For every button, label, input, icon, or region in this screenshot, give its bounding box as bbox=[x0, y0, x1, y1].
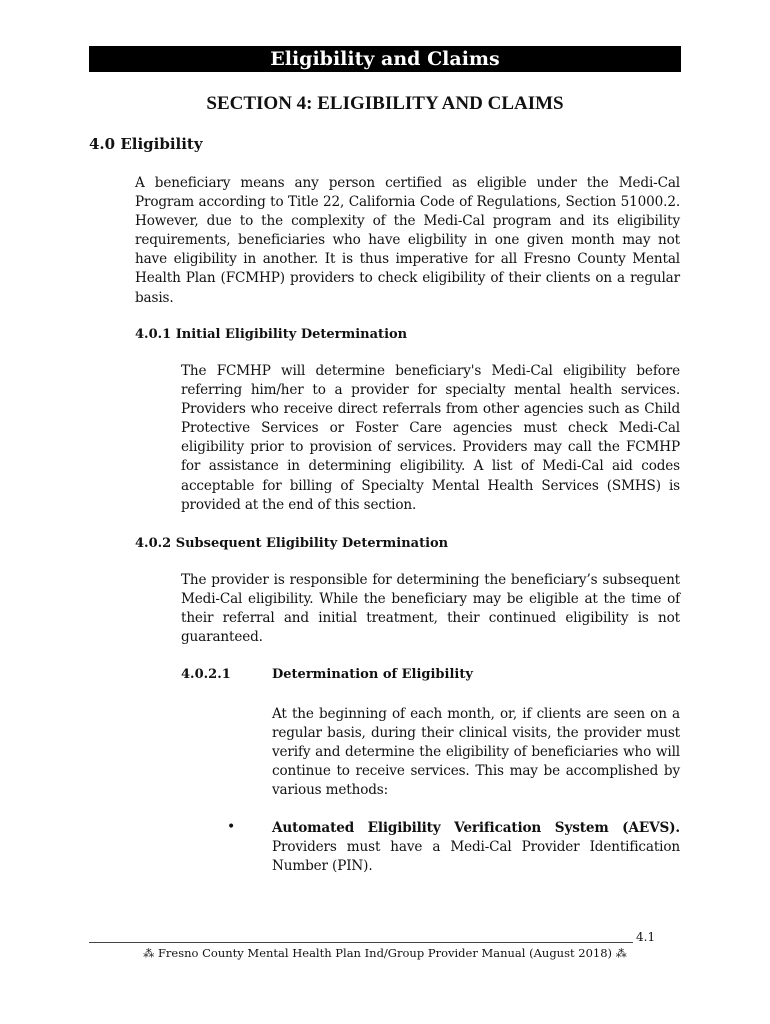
subsection-title: Determination of Eligibility bbox=[272, 667, 473, 682]
footer-divider bbox=[89, 942, 633, 943]
subsection-number: 4.0.2.1 bbox=[181, 667, 231, 682]
bullet-item-title: Automated Eligibility Verification System (AEVS). bbox=[272, 820, 680, 836]
section-title: SECTION 4: ELIGIBILITY AND CLAIMS bbox=[206, 93, 564, 114]
heading-4-0-2: 4.0.2 Subsequent Eligibility Determination bbox=[135, 536, 449, 551]
bullet-item-aevs bbox=[272, 819, 680, 876]
ornament-left-icon: ⁂ bbox=[143, 947, 155, 960]
footer-text: Fresno County Mental Health Plan Ind/Group Provider Manual (August 2018) bbox=[157, 946, 613, 960]
footer bbox=[89, 946, 681, 961]
paragraph-initial-eligibility: The FCMHP will determine beneficiary's Medi-Cal eligibility before referring him/her to a provider for specialty mental health services. Providers who receive direct referrals from other agencies such as Child Protective Services or Foster Care agencies must check Medi-Cal eligibility prior to provision of services. Providers may call the FCMHP for assistance in determining eligibility. A list of Medi-Cal aid codes acceptable for billing of Specialty Mental Health Services (SMHS) is provided at the end of this section. bbox=[181, 363, 680, 513]
page-banner: Eligibility and Claims bbox=[89, 46, 681, 72]
paragraph-eligibility-intro: A beneficiary means any person certified as eligible under the Medi-Cal Program according to Title 22, California Code of Regulations, Section 51000.2. However, due to the complexity of the Medi-Cal program and its eligibility requirements, beneficiaries who have eligbility in one given month may not have eligibility in another. It is thus imperative for all Fresno County Mental Health Plan (FCMHP) providers to check eligibility of their clients on a regular basis. bbox=[135, 175, 680, 306]
paragraph-subsequent-eligibility: The provider is responsible for determining the beneficiary’s subsequent Medi-Cal eligibility. While the beneficiary may be eligible at the time of their referral and initial treatment, their continued eligibility is not guaranteed. bbox=[181, 572, 680, 646]
bullet-item-text: Providers must have a Medi-Cal Provider Identification Number (PIN). bbox=[272, 839, 680, 875]
bullet-icon: • bbox=[227, 819, 236, 835]
page-number: 4.1 bbox=[636, 930, 656, 944]
heading-4-0-1: 4.0.1 Initial Eligibility Determination bbox=[135, 327, 408, 342]
ornament-right-icon: ⁂ bbox=[615, 947, 627, 960]
paragraph-determination: At the beginning of each month, or, if clients are seen on a regular basis, during their clinical visits, the provider must verify and determine the eligibility of beneficiaries who will continue to receive services. This may be accomplished by various methods: bbox=[272, 706, 680, 799]
heading-4-0: 4.0 Eligibility bbox=[89, 135, 203, 153]
